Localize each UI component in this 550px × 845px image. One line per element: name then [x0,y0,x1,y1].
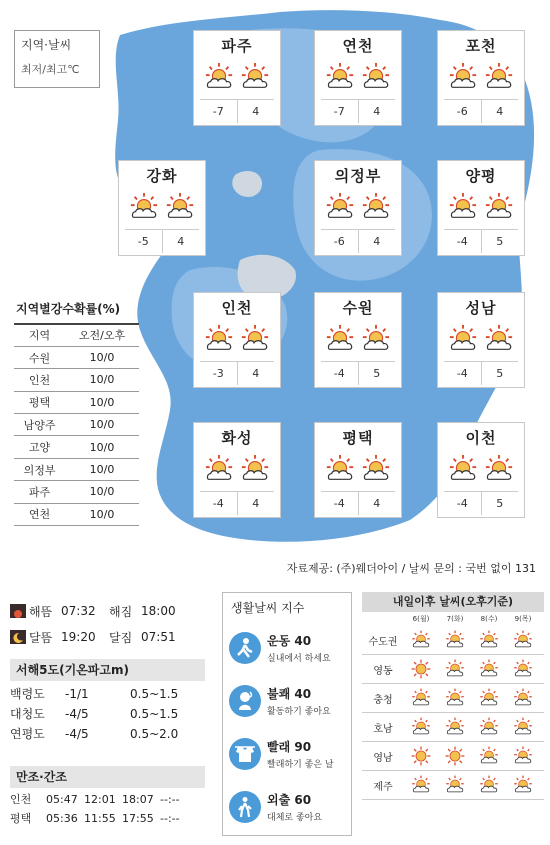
city-name: 화성 [221,429,253,447]
city-name: 평택 [342,429,374,447]
partly-cloudy-icon [404,630,438,650]
temp-low: -4 [444,492,482,515]
partly-cloudy-icon [240,454,270,488]
region-label: 영동 [373,665,393,677]
partly-cloudy-icon [472,659,506,679]
forecast-row [362,655,544,684]
partly-cloudy-icon [438,659,472,679]
partly-cloudy-icon [472,717,506,737]
table-row [14,481,139,503]
temp-low: -4 [321,492,359,515]
wave-table [10,684,205,744]
col-header: 오전/오후 [65,324,139,346]
temp-low: -3 [200,362,238,385]
list-item [223,621,351,674]
life-weather-index [222,592,352,836]
wave-cell: 0.5~1.5 [130,707,179,721]
partly-cloudy-icon [404,717,438,737]
index-desc: 대체로 좋아요 [267,812,323,823]
partly-cloudy-icon [204,324,234,358]
partly-cloudy-icon [240,62,270,96]
city-name: 인천 [221,299,253,317]
tide-time: 18:07 [122,793,154,806]
table-row [14,369,139,391]
temp-low: -4 [200,492,238,515]
tide-table [10,790,205,828]
forecast-row [362,771,544,800]
city-card [193,30,281,126]
tide-time: 11:55 [84,812,116,825]
index-label: 운동 40 [267,633,312,648]
partly-cloudy-icon [165,192,195,226]
region-label: 영남 [373,752,393,764]
index-desc: 활동하기 좋아요 [267,706,331,717]
sunrise-label: 해뜸 [29,604,53,619]
laundry-icon [229,738,261,770]
partly-cloudy-icon [438,717,472,737]
value-cell: 10/0 [65,481,139,503]
value-cell: 10/0 [65,391,139,413]
sunrise-icon [10,604,26,618]
partly-cloudy-icon [438,630,472,650]
city-name: 성남 [465,299,497,317]
partly-cloudy-icon [472,775,506,795]
forecast-row [362,684,544,713]
city-card [437,422,525,518]
temp-high: 4 [373,105,381,118]
partly-cloudy-icon [472,688,506,708]
temp-low: -4 [444,230,482,253]
partly-cloudy-icon [484,192,514,226]
region-cell: 수원 [14,346,65,368]
city-name: 양평 [465,167,497,185]
partly-cloudy-icon [484,324,514,358]
table-row [10,809,205,828]
place-cell: 평택 [10,812,32,825]
temp-low: -6 [321,230,359,253]
partly-cloudy-icon [240,324,270,358]
city-card [193,292,281,388]
partly-cloudy-icon [472,746,506,766]
sunny-icon [404,746,438,766]
value-cell: 10/0 [65,414,139,436]
partly-cloudy-icon [361,62,391,96]
exercise-icon [229,632,261,664]
table-row [14,346,139,368]
city-card [437,30,525,126]
discomfort-icon [229,685,261,717]
temp-high: 4 [252,105,260,118]
partly-cloudy-icon [506,717,540,737]
city-card [193,422,281,518]
index-label: 빨래 90 [267,739,312,754]
place-cell: 연평도 [10,727,45,741]
temp-low: -4 [444,362,482,385]
table-row [10,684,205,704]
map-legend [14,30,100,88]
temp-cell: -1/1 [65,687,89,701]
partly-cloudy-icon [204,62,234,96]
moonrise-icon [10,630,26,644]
list-item [223,674,351,727]
partly-cloudy-icon [484,454,514,488]
city-name: 파주 [221,37,253,55]
partly-cloudy-icon [506,630,540,650]
partly-cloudy-icon [325,192,355,226]
place-cell: 대청도 [10,707,45,721]
partly-cloudy-icon [361,192,391,226]
partly-cloudy-icon [325,454,355,488]
region-cell: 고양 [14,436,65,458]
extended-forecast [362,592,544,800]
table-row [10,790,205,809]
temp-high: 4 [373,497,381,510]
temp-cell: -4/5 [65,707,89,721]
life-index-title: 생활날씨 지수 [231,601,305,615]
region-cell: 평택 [14,391,65,413]
partly-cloudy-icon [506,659,540,679]
city-card [437,160,525,256]
temp-high: 4 [177,235,185,248]
tide-time: --:-- [160,793,180,806]
temp-low: -6 [444,100,482,123]
city-name: 포천 [465,37,497,55]
sunny-icon [438,746,472,766]
day-label: 7(화) [446,615,464,623]
partly-cloudy-icon [506,688,540,708]
temp-high: 4 [252,367,260,380]
temp-high: 4 [496,105,504,118]
sunset-time: 18:00 [141,604,176,618]
forecast-row [362,742,544,771]
list-item [223,780,351,833]
partly-cloudy-icon [361,324,391,358]
table-row [14,503,139,525]
place-cell: 백령도 [10,687,45,701]
temp-cell: -4/5 [65,727,89,741]
partly-cloudy-icon [404,775,438,795]
region-label: 수도권 [368,636,398,648]
legend-unit: 최저/최고℃ [21,63,80,76]
table-row [14,414,139,436]
table-row [14,458,139,480]
index-desc: 빨래하기 좋은 날 [267,759,334,770]
partly-cloudy-icon [204,454,234,488]
temp-high: 5 [496,235,504,248]
partly-cloudy-icon [506,775,540,795]
table-row [10,724,205,744]
table-row [14,436,139,458]
index-label: 불쾌 40 [267,686,312,701]
day-label: 8(수) [480,615,498,623]
day-label: 9(목) [514,615,532,623]
partly-cloudy-icon [448,62,478,96]
temp-low: -7 [200,100,238,123]
region-label: 충청 [373,694,393,706]
temp-low: -5 [125,230,163,253]
tide-section-title: 만조·간조 [10,766,205,788]
temp-high: 4 [373,235,381,248]
city-name: 연천 [342,37,374,55]
city-card [314,160,402,256]
table-row [14,391,139,413]
region-label: 호남 [373,723,393,735]
sunny-icon [404,659,438,679]
temp-high: 4 [252,497,260,510]
partly-cloudy-icon [129,192,159,226]
moonset-label: 달짐 [109,630,133,645]
value-cell: 10/0 [65,369,139,391]
precip-title: 지역별강수확률(%) [16,302,121,316]
city-card [314,292,402,388]
city-name: 수원 [342,299,374,317]
partly-cloudy-icon [484,62,514,96]
temp-low: -7 [321,100,359,123]
region-cell: 인천 [14,369,65,391]
list-item [223,727,351,780]
index-label: 외출 60 [267,792,312,807]
region-cell: 연천 [14,503,65,525]
index-desc: 실내에서 하세요 [267,653,331,664]
sunrise-time: 07:32 [61,604,96,618]
partly-cloudy-icon [325,324,355,358]
tide-time: 12:01 [84,793,116,806]
partly-cloudy-icon [448,454,478,488]
forecast-row [362,626,544,655]
forecast-title: 내일이후 날씨(오후기준) [362,592,544,612]
city-name: 강화 [146,167,178,185]
city-card [437,292,525,388]
partly-cloudy-icon [506,746,540,766]
region-cell: 파주 [14,481,65,503]
tide-time: 05:36 [46,812,78,825]
city-card [118,160,206,256]
table-row [10,704,205,724]
value-cell: 10/0 [65,458,139,480]
value-cell: 10/0 [65,503,139,525]
tide-time: 05:47 [46,793,78,806]
city-name: 의정부 [334,167,382,185]
outing-icon [229,791,261,823]
col-header: 지역 [14,324,65,346]
wave-cell: 0.5~1.5 [130,687,179,701]
partly-cloudy-icon [361,454,391,488]
forecast-row [362,713,544,742]
region-cell: 의정부 [14,458,65,480]
region-label: 제주 [373,781,393,793]
temp-high: 5 [373,367,381,380]
data-source-note: 자료제공: (주)웨더아이 / 날씨 문의 : 국번 없이 131 [286,562,536,575]
value-cell: 10/0 [65,436,139,458]
partly-cloudy-icon [448,192,478,226]
sun-moon-times [10,598,205,650]
wave-cell: 0.5~2.0 [130,727,179,741]
partly-cloudy-icon [325,62,355,96]
place-cell: 인천 [10,793,32,806]
value-cell: 10/0 [65,346,139,368]
temp-low: -4 [321,362,359,385]
moonrise-time: 19:20 [61,630,96,644]
sunset-label: 해짐 [109,604,133,619]
precip-probability-table [14,300,139,526]
partly-cloudy-icon [438,688,472,708]
city-card [314,30,402,126]
day-label: 6(월) [412,615,430,623]
temp-high: 5 [496,367,504,380]
city-card [314,422,402,518]
partly-cloudy-icon [438,775,472,795]
region-cell: 남양주 [14,414,65,436]
legend-title: 지역·날씨 [21,38,72,52]
temp-high: 5 [496,497,504,510]
wave-section-title: 서해5도(기온파고m) [10,659,205,681]
moonset-time: 07:51 [141,630,176,644]
tide-time: 17:55 [122,812,154,825]
tide-time: --:-- [160,812,180,825]
partly-cloudy-icon [472,630,506,650]
city-name: 이천 [465,429,497,447]
partly-cloudy-icon [404,688,438,708]
partly-cloudy-icon [448,324,478,358]
moonrise-label: 달뜸 [29,630,53,645]
